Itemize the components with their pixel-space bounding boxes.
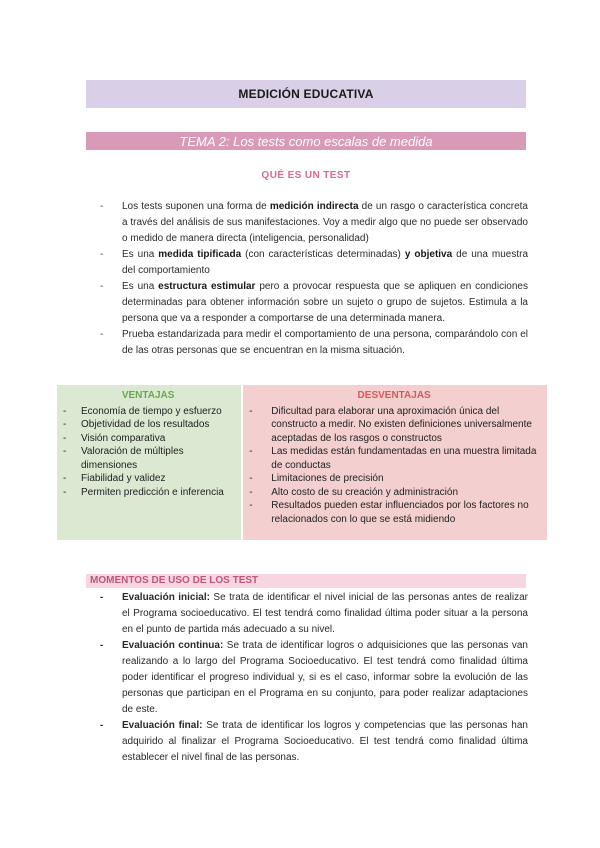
list-item: - Es una estructura estimular pero a provocar respuesta que se apliquen en condiciones determinadas para obtener información sobre un sujeto o grupo de sujetos. Estimula a la persona que va a responder a comportarse de una determinada manera. [100,281,528,324]
que-es-heading: QUÉ ES UN TEST [261,170,351,181]
momentos-list [100,590,528,766]
list-item: - Evaluación continua: Se trata de identificar logros o adquisiciones que las personas van realizando a lo largo del Programa Socioeducativo. El test tendrá como finalidad última poder identificar el progreso individual y, si es el caso, informar sobre la evolución de las personas que participan en el Programa en su conjunto, para poder realizar adaptaciones de este. [100,640,528,715]
topic-title: TEMA 2: Los tests como escalas de medida [86,132,526,150]
list-item: - Evaluación inicial: Se trata de identificar el nivel inicial de las personas antes de realizar el Programa socioeducativo. El test tendrá como finalidad última poder situar a la persona en el punto de partida más adecuado a su nivel. [100,592,528,635]
list-item: - Evaluación final: Se trata de identificar los logros y competencias que las personas han adquirido al finalizar el Programa Socioeducativo. El test tendrá como finalidad última establecer el nivel final de las personas. [100,720,528,763]
list-item: - Los tests suponen una forma de medición indirecta de un rasgo o característica concreta a través del análisis de sus manifestaciones. Voy a medir algo que no puede ser observado o medido de manera directa (inteligencia, personalidad) [100,201,528,244]
list-item: - Resultados pueden estar influenciados por los factores no relacionados con lo que se está midiendo [249,500,529,525]
list-item: - Prueba estandarizada para medir el comportamiento de una persona, comparándolo con el de las otras personas que se encuentran en la misma situación. [100,329,528,356]
list-item: - Permiten predicción e inferencia [63,486,224,498]
list-item: - Objetividad de los resultados [63,419,210,430]
list-item: - Valoración de múltiples dimensiones [63,446,184,471]
list-item: - Fiabilidad y validez [63,473,166,484]
list-item: - Dificultad para elaborar una aproximación única del constructo a medir. No existen definiciones universalmente aceptadas de los rasgos o constructos [249,405,532,444]
desventajas-column [243,385,547,540]
pros-cons-table [57,385,547,540]
que-es-list [100,199,528,359]
document-title: MEDICIÓN EDUCATIVA [86,80,526,108]
desventajas-heading: DESVENTAJAS [357,390,431,401]
list-item: - Alto costo de su creación y administración [249,486,459,498]
list-item: - Es una medida tipificada (con características determinadas) y objetiva de una muestra del comportamiento [100,249,529,276]
list-item: - Visión comparativa [63,432,166,444]
ventajas-column [57,385,241,540]
list-item: - Las medidas están fundamentadas en una muestra limitada de conductas [249,446,537,471]
ventajas-heading: VENTAJAS [121,390,175,401]
momentos-heading: MOMENTOS DE USO DE LOS TEST [86,574,526,588]
list-item: - Limitaciones de precisión [249,473,384,484]
list-item: - Economía de tiempo y esfuerzo [63,405,222,417]
